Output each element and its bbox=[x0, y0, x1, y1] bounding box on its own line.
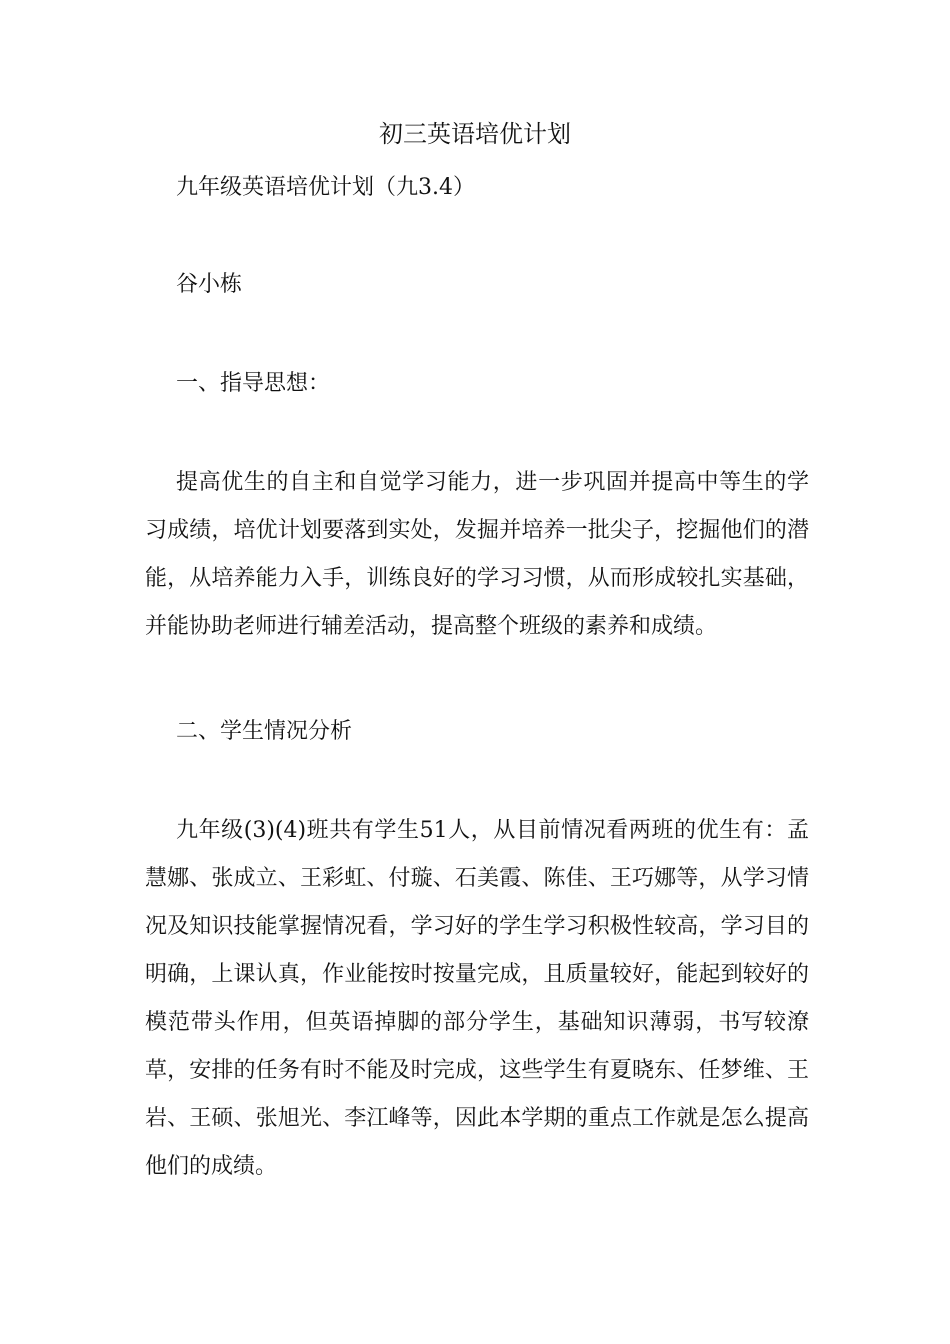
section-heading-guiding-thought: 一、指导思想： bbox=[176, 371, 331, 396]
section-heading-student-analysis: 二、学生情况分析 bbox=[176, 719, 353, 744]
document-subtitle: 九年级英语培优计划（九3.4） bbox=[176, 175, 475, 200]
document-title: 初三英语培优计划 bbox=[379, 120, 571, 148]
section-body-student-analysis: 九年级(3)(4)班共有学生51人，从目前情况看两班的优生有：孟慧娜、张成立、王彩虹、付璇、石美霞、陈佳、王巧娜等，从学习情况及知识技能掌握情况看，学习好的学生学习积极性较高，学习目的明确，上课认真，作业能按时按量完成，且质量较好，能起到较好的模范带头作用，但英语掉脚的部分学生，基础知识薄弱，书写较潦草，安排的任务有时不能及时完成，这些学生有夏晓东、任梦维、王岩、王硕、张旭光、李江峰等，因此本学期的重点工作就是怎么提高他们的成绩。 bbox=[145, 818, 809, 1179]
author-name: 谷小栋 bbox=[176, 272, 243, 297]
section-body-guiding-thought: 提高优生的自主和自觉学习能力，进一步巩固并提高中等生的学习成绩，培优计划要落到实处，发掘并培养一批尖子，挖掘他们的潜能，从培养能力入手，训练良好的学习习惯，从而形成较扎实基础，并能协助老师进行辅差活动，提高整个班级的素养和成绩。 bbox=[145, 470, 809, 639]
